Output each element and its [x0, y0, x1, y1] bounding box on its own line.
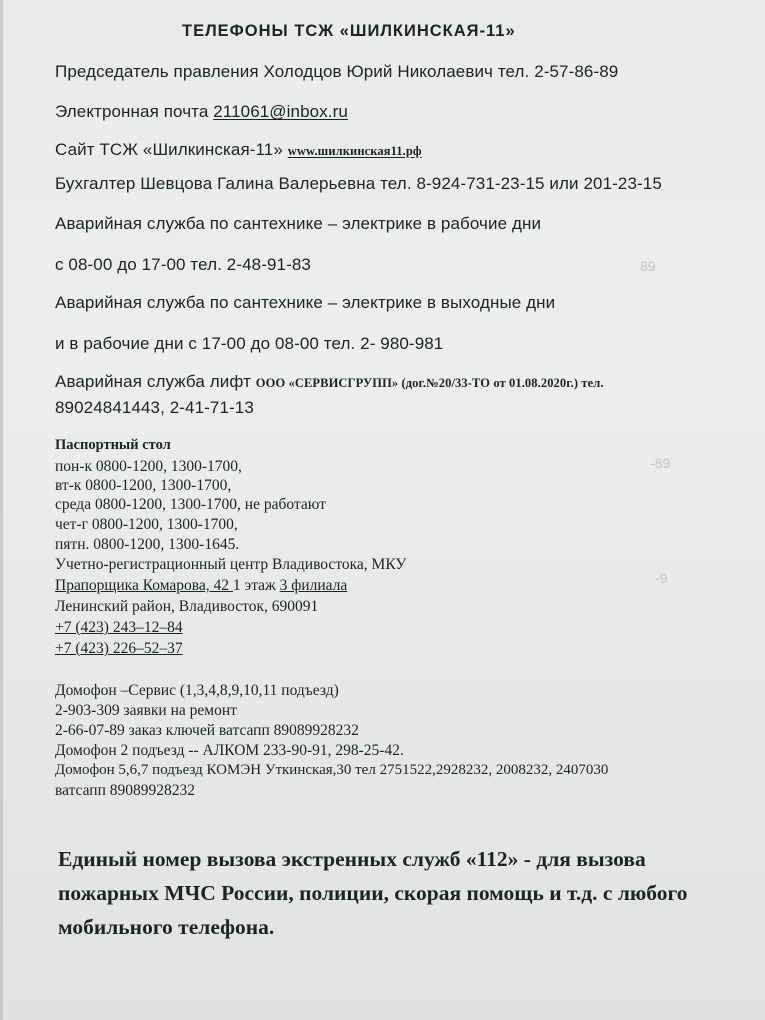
site-link[interactable]: www.шилкинская11.рф [287, 144, 422, 158]
elevator-line [55, 372, 604, 392]
email-label: Электронная почта [55, 102, 214, 121]
site-label: Сайт ТСЖ «Шилкинская-11» [55, 140, 288, 159]
emergency-weekends-line2: и в рабочие дни с 17-00 до 08-00 тел. 2- 980-981 [55, 334, 444, 353]
registration-center: Учетно-регистрационный центр Владивостока, МКУ [55, 556, 407, 573]
bleed-through-mark: 89 [640, 258, 656, 274]
passport-heading: Паспортный стол [55, 437, 171, 453]
passport-schedule-thu: чет-г 0800-1200, 1300-1700, [55, 516, 238, 533]
email-link[interactable]: 211061@inbox.ru [213, 102, 348, 121]
emergency-weekdays-line2: с 08-00 до 17-00 тел. 2-48-91-83 [55, 255, 311, 274]
registration-address [55, 577, 347, 595]
emergency-112-notice: Единый номер вызова экстренных служб «112» - для вызова пожарных МЧС России, полиции, скорая помощь и т.д. с любого мобильного телефона. [58, 847, 688, 939]
page-title: ТЕЛЕФОНЫ ТСЖ «ШИЛКИНСКАЯ-11» [182, 22, 516, 40]
bleed-through-mark: -9 [655, 570, 668, 586]
elevator-phones: 89024841443, 2-41-71-13 [55, 398, 254, 417]
intercom-entrance-567: Домофон 5,6,7 подъезд КОМЭН Уткинская,30 тел 2751522,2928232, 2008232, 2407030 [55, 762, 609, 778]
elevator-company: ООО «СЕРВИСГРУПП» (дог.№20/33-ТО от 01.08.2020г.) тел. [255, 376, 604, 390]
address-street-link[interactable]: Прапорщика Комарова, 42 [55, 577, 233, 594]
page-edge [0, 0, 3, 1020]
address-floor: 1 этаж [232, 577, 280, 594]
registration-phone-1[interactable]: +7 (423) 243–12–84 [55, 619, 183, 636]
site-line [55, 140, 422, 160]
passport-schedule-fri: пятн. 0800-1200, 1300-1645. [55, 536, 240, 553]
intercom-keys: 2-66-07-89 заказ ключей ватсапп 89089928232 [55, 722, 359, 739]
registration-phone-2[interactable]: +7 (423) 226–52–37 [55, 640, 183, 657]
intercom-entrance-2: Домофон 2 подъезд -- АЛКОМ 233-90-91, 298-25-42. [55, 742, 404, 759]
emergency-weekends-line1: Аварийная служба по сантехнике – электрике в выходные дни [55, 293, 556, 312]
registration-district: Ленинский район, Владивосток, 690091 [55, 598, 319, 615]
emergency-weekdays-line1: Аварийная служба по сантехнике – электрике в рабочие дни [55, 214, 542, 233]
bleed-through-mark: -89 [650, 455, 671, 471]
passport-schedule-mon: пон-к 0800-1200, 1300-1700, [55, 458, 242, 475]
passport-schedule-wed: среда 0800-1200, 1300-1700, не работают [55, 496, 326, 513]
elevator-label: Аварийная служба лифт [55, 372, 256, 391]
accountant-line: Бухгалтер Шевцова Галина Валерьевна тел. 8-924-731-23-15 или 201-23-15 [55, 174, 662, 193]
intercom-repair: 2-903-309 заявки на ремонт [55, 702, 237, 719]
intercom-whatsapp: ватсапп 89089928232 [55, 782, 196, 799]
chairman-line: Председатель правления Холодцов Юрий Николаевич тел. 2-57-86-89 [55, 62, 619, 81]
passport-schedule-tue: вт-к 0800-1200, 1300-1700, [55, 477, 232, 494]
intercom-service: Домофон –Сервис (1,3,4,8,9,10,11 подъезд) [55, 682, 339, 699]
address-branch-link[interactable]: 3 филиала [279, 577, 348, 594]
email-line [55, 102, 348, 122]
